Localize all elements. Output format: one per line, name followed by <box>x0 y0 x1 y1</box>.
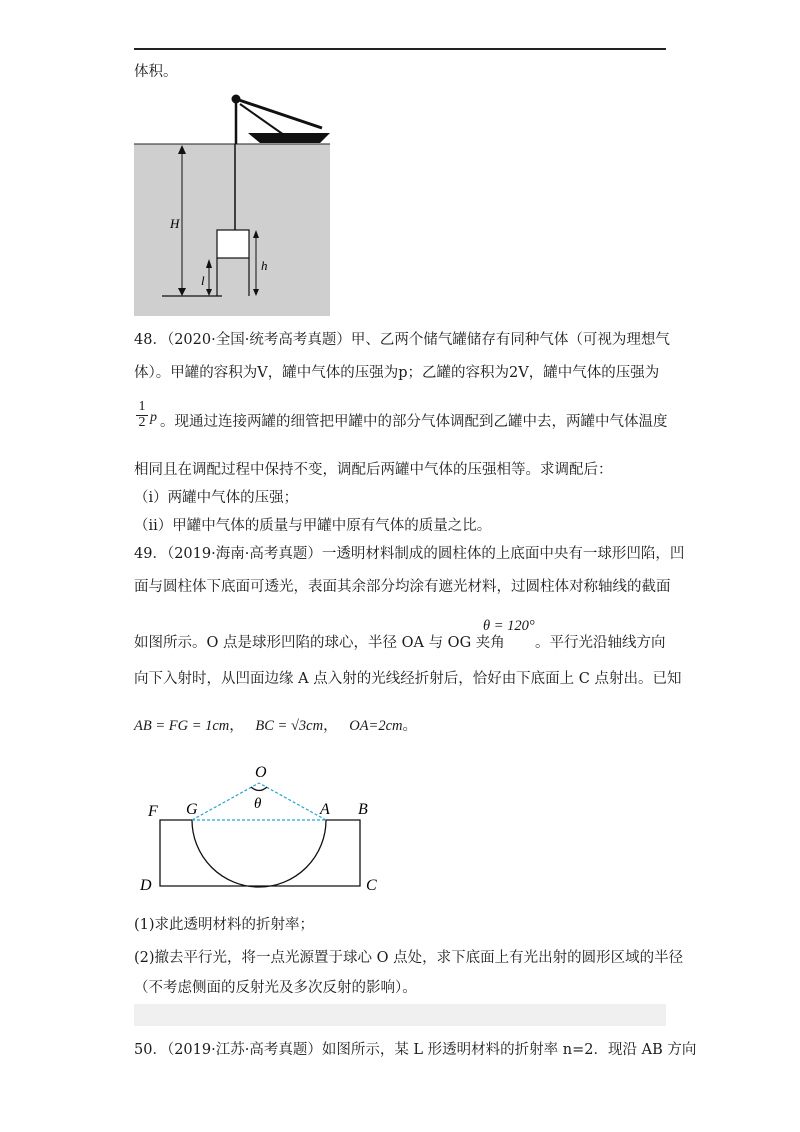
q50-line1: 50．（2019·江苏·高考真题）如图所示，某 L 形透明材料的折射率 n=2．现沿 AB 方向 <box>134 1042 697 1058</box>
label-H: H <box>170 216 180 231</box>
q48-line3: 。现通过连接两罐的细管把甲罐中的部分气体调配到乙罐中去，两罐中气体温度 <box>160 414 668 430</box>
q49-given: AB = FG = 1cm， BC = √3cm， OA=2cm。 <box>134 718 417 734</box>
q49-source: （2019·海南·高考真题） <box>166 546 322 562</box>
label-C: C <box>366 877 377 894</box>
label-D: D <box>140 877 152 894</box>
q49-line2: 面与圆柱体下底面可透光，表面其余部分均涂有遮光材料，过圆柱体对称轴线的截面 <box>134 579 671 595</box>
q48-line2: 体）。甲罐的容积为V，罐中气体的压强为p；乙罐的容积为2V，罐中气体的压强为 <box>134 365 660 381</box>
label-theta: θ <box>254 796 262 812</box>
label-F: F <box>148 803 158 820</box>
label-O: O <box>255 764 267 781</box>
q49-theta: θ = 120° <box>483 618 535 634</box>
q48-source: （2020·全国·统考高考真题） <box>166 332 351 348</box>
q48-line4: 相同且在调配过程中保持不变，调配后两罐中气体的压强相等。求调配后： <box>134 462 613 478</box>
label-h: h <box>261 258 268 273</box>
q48-fraction: $\frac{1}{2}$ <box>136 400 148 430</box>
q49-line1: 49．（2019·海南·高考真题）一透明材料制成的圆柱体的上底面中央有一球形凹陷，凹 <box>134 546 685 562</box>
q49-line3a: 如图所示。O 点是球形凹陷的球心，半径 OA 与 OG 夹角 <box>134 635 505 651</box>
q48-item1: （i）两罐中气体的压强； <box>134 490 299 506</box>
q48-number: 48． <box>134 332 167 348</box>
label-l: l <box>201 273 205 288</box>
q49-sub1: (1)求此透明材料的折射率； <box>134 917 315 933</box>
q48-line1: 48．（2020·全国·统考高考真题）甲、乙两个储气罐储存有同种气体（可视为理想气 <box>134 332 670 348</box>
q49-line3b: 。平行光沿轴线方向 <box>535 635 666 651</box>
label-A: A <box>320 801 330 818</box>
answer-space-bar <box>134 1004 666 1026</box>
q48-item2: （ii）甲罐中气体的质量与甲罐中原有气体的质量之比。 <box>134 518 492 534</box>
q49-sub2: (2)撤去平行光，将一点光源置于球心 O 点处，求下底面上有光出射的圆形区域的半径 <box>134 950 684 966</box>
header-rule <box>134 48 666 50</box>
q49-number: 49． <box>134 546 167 562</box>
label-B: B <box>358 801 368 818</box>
figure-cylinder-cross-section <box>134 758 394 898</box>
figure-container-in-water <box>134 90 334 318</box>
continued-text: 体积。 <box>134 64 178 80</box>
q50-source: （2019·江苏·高考真题） <box>166 1042 322 1058</box>
label-G: G <box>186 801 198 818</box>
q49-sub2b: （不考虑侧面的反射光及多次反射的影响）。 <box>134 980 417 996</box>
q50-number: 50． <box>134 1042 167 1058</box>
q49-line4: 向下入射时，从凹面边缘 A 点入射的光线经折射后，恰好由下底面上 C 点射出。已知 <box>134 671 682 687</box>
